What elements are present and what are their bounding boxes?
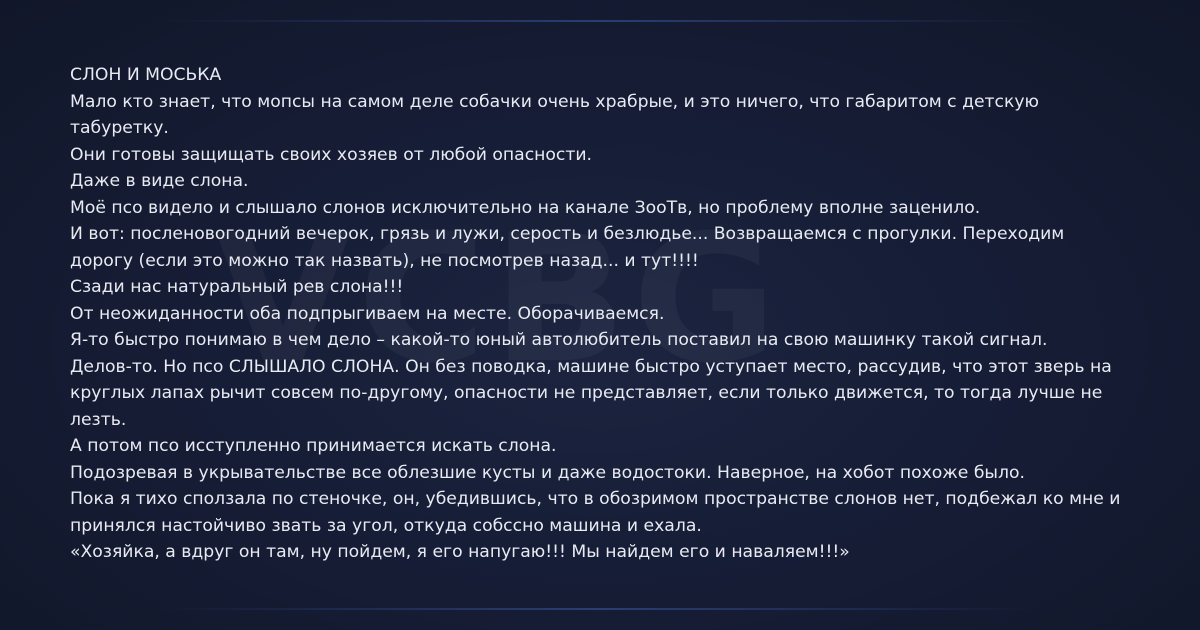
paragraph: Даже в виде слона.: [70, 171, 249, 191]
paragraph: Мало кто знает, что мопсы на самом деле собачки очень храбрые, и это ничего, что габаритом с детскую табуретку.: [70, 91, 1040, 138]
paragraph: «Хозяйка, а вдруг он там, ну пойдем, я его напугаю!!! Мы найдем его и наваляем!!!»: [70, 542, 850, 562]
top-divider: [160, 20, 1040, 22]
story-text: [70, 62, 1130, 566]
paragraph: Подозревая в укрывательстве все облезшие кусты и даже водостоки. Наверное, на хобот похоже было.: [70, 462, 1025, 483]
paragraph: Сзади нас натуральный рев слона!!!: [70, 277, 404, 297]
paragraph: Они готовы защищать своих хозяев от любой опасности.: [70, 144, 593, 165]
story-title: СЛОН И МОСЬКА: [70, 65, 222, 85]
paragraph: Я-то быстро понимаю в чем дело – какой-то юный автолюбитель поставил на свою машинку такой сигнал.: [70, 330, 1048, 350]
bottom-divider: [160, 608, 1040, 610]
paragraph: И вот: посленовогодний вечерок, грязь и лужи, серость и безлюдье... Возвращаемся с прогулки. Переходим дорогу (если это можно так назвать), не посмотрев назад... и тут!!!!: [70, 224, 1065, 271]
paragraph: А потом псо исступленно принимается искать слона.: [70, 436, 557, 456]
paragraph: От неожиданности оба подпрыгиваем на месте. Оборачиваемся.: [70, 303, 665, 324]
paragraph: Моё псо видело и слышало слонов исключительно на канале ЗооТв, но проблему вполне заценило.: [70, 197, 981, 218]
paragraph: Делов-то. Но псо СЛЫШАЛО СЛОНА. Он без поводка, машине быстро уступает место, рассудив, что этот зверь на круглых лапах рычит совсем по-другому, опасности не представляет, если только движется, то тогда лучше не лезть.: [70, 356, 1112, 430]
paragraph: Пока я тихо сползала по стеночке, он, убедившись, что в обозримом пространстве слонов нет, подбежал ко мне и принялся настойчиво звать за угол, откуда собссно машина и ехала.: [70, 489, 1121, 536]
